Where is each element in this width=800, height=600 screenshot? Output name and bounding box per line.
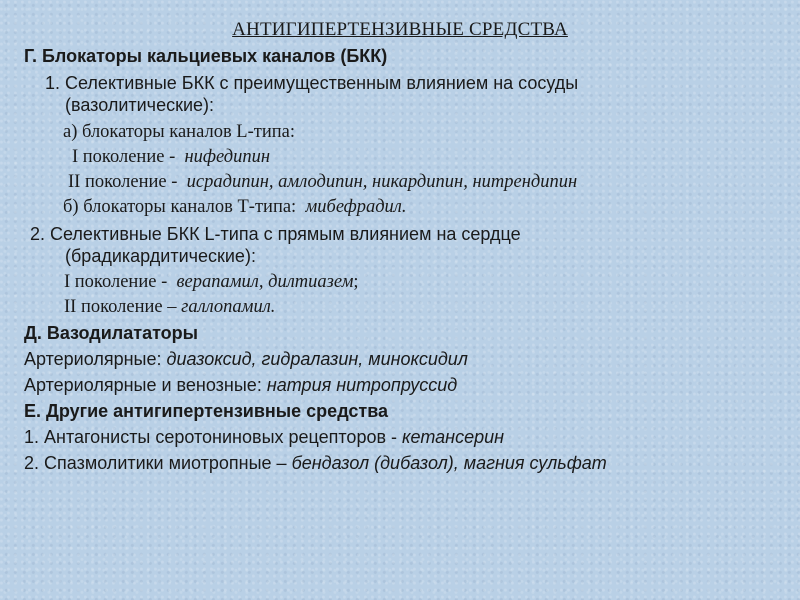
section-e-heading: Е. Другие антигипертензивные средства — [24, 401, 389, 421]
section-e-line2-label: 2. Спазмолитики миотропные – — [24, 453, 287, 473]
gen1-line — [72, 148, 270, 167]
section-d-line2-drugs: натрия нитропруссид — [266, 375, 458, 395]
item1-line1: 1. Селективные БКК с преимущественным влиянием на сосуды — [45, 73, 579, 93]
item2-line2: (брадикардитические): — [65, 246, 256, 266]
item2-gen1-label: I поколение - — [64, 272, 168, 292]
section-d-line2 — [24, 376, 457, 394]
section-e-line1 — [24, 428, 504, 446]
section-e-line1-drugs: кетансерин — [402, 427, 504, 447]
item2-gen1-line — [64, 273, 359, 292]
section-d-line1-drugs: диазоксид, гидралазин, миноксидил — [166, 349, 468, 369]
gen1-drugs: нифедипин — [184, 147, 271, 167]
item2-line1: 2. Селективные БКК L-типа с прямым влиянием на сердце — [30, 224, 521, 244]
section-g-heading: Г. Блокаторы кальциевых каналов (БКК) — [24, 46, 388, 66]
section-e-line1-label: 1. Антагонисты серотониновых рецепторов - — [24, 427, 398, 447]
item1-line2: (вазолитические): — [65, 95, 215, 115]
section-e-line2 — [24, 454, 607, 472]
gen1-label: I поколение - — [72, 147, 176, 167]
sub-b-line — [63, 198, 407, 217]
sub-a: а) блокаторы каналов L-типа: — [63, 122, 295, 142]
gen2-label: II поколение - — [68, 172, 178, 192]
section-e-line2-drugs: бендазол (дибазол), магния сульфат — [291, 453, 607, 473]
slide-title: АНТИГИПЕРТЕНЗИВНЫЕ СРЕДСТВА — [232, 19, 568, 40]
item2-gen1-drugs: верапамил, дилтиазем — [176, 272, 354, 292]
gen2-line — [68, 173, 577, 192]
sub-b-label: б) блокаторы каналов Т-типа: — [63, 197, 297, 217]
section-d-heading: Д. Вазодилататоры — [24, 323, 199, 343]
sub-b-drugs: мибефрадил. — [305, 197, 407, 217]
item2-gen2-drugs: галлопамил. — [181, 297, 276, 317]
item2-gen2-label: II поколение – — [64, 297, 177, 317]
section-d-line2-label: Артериолярные и венозные: — [24, 375, 262, 395]
section-d-line1 — [24, 350, 468, 368]
item2-gen1-end: ; — [353, 272, 359, 292]
section-d-line1-label: Артериолярные: — [24, 349, 162, 369]
item2-gen2-line — [64, 298, 275, 317]
gen2-drugs: исрадипин, амлодипин, никардипин, нитрендипин — [186, 172, 578, 192]
